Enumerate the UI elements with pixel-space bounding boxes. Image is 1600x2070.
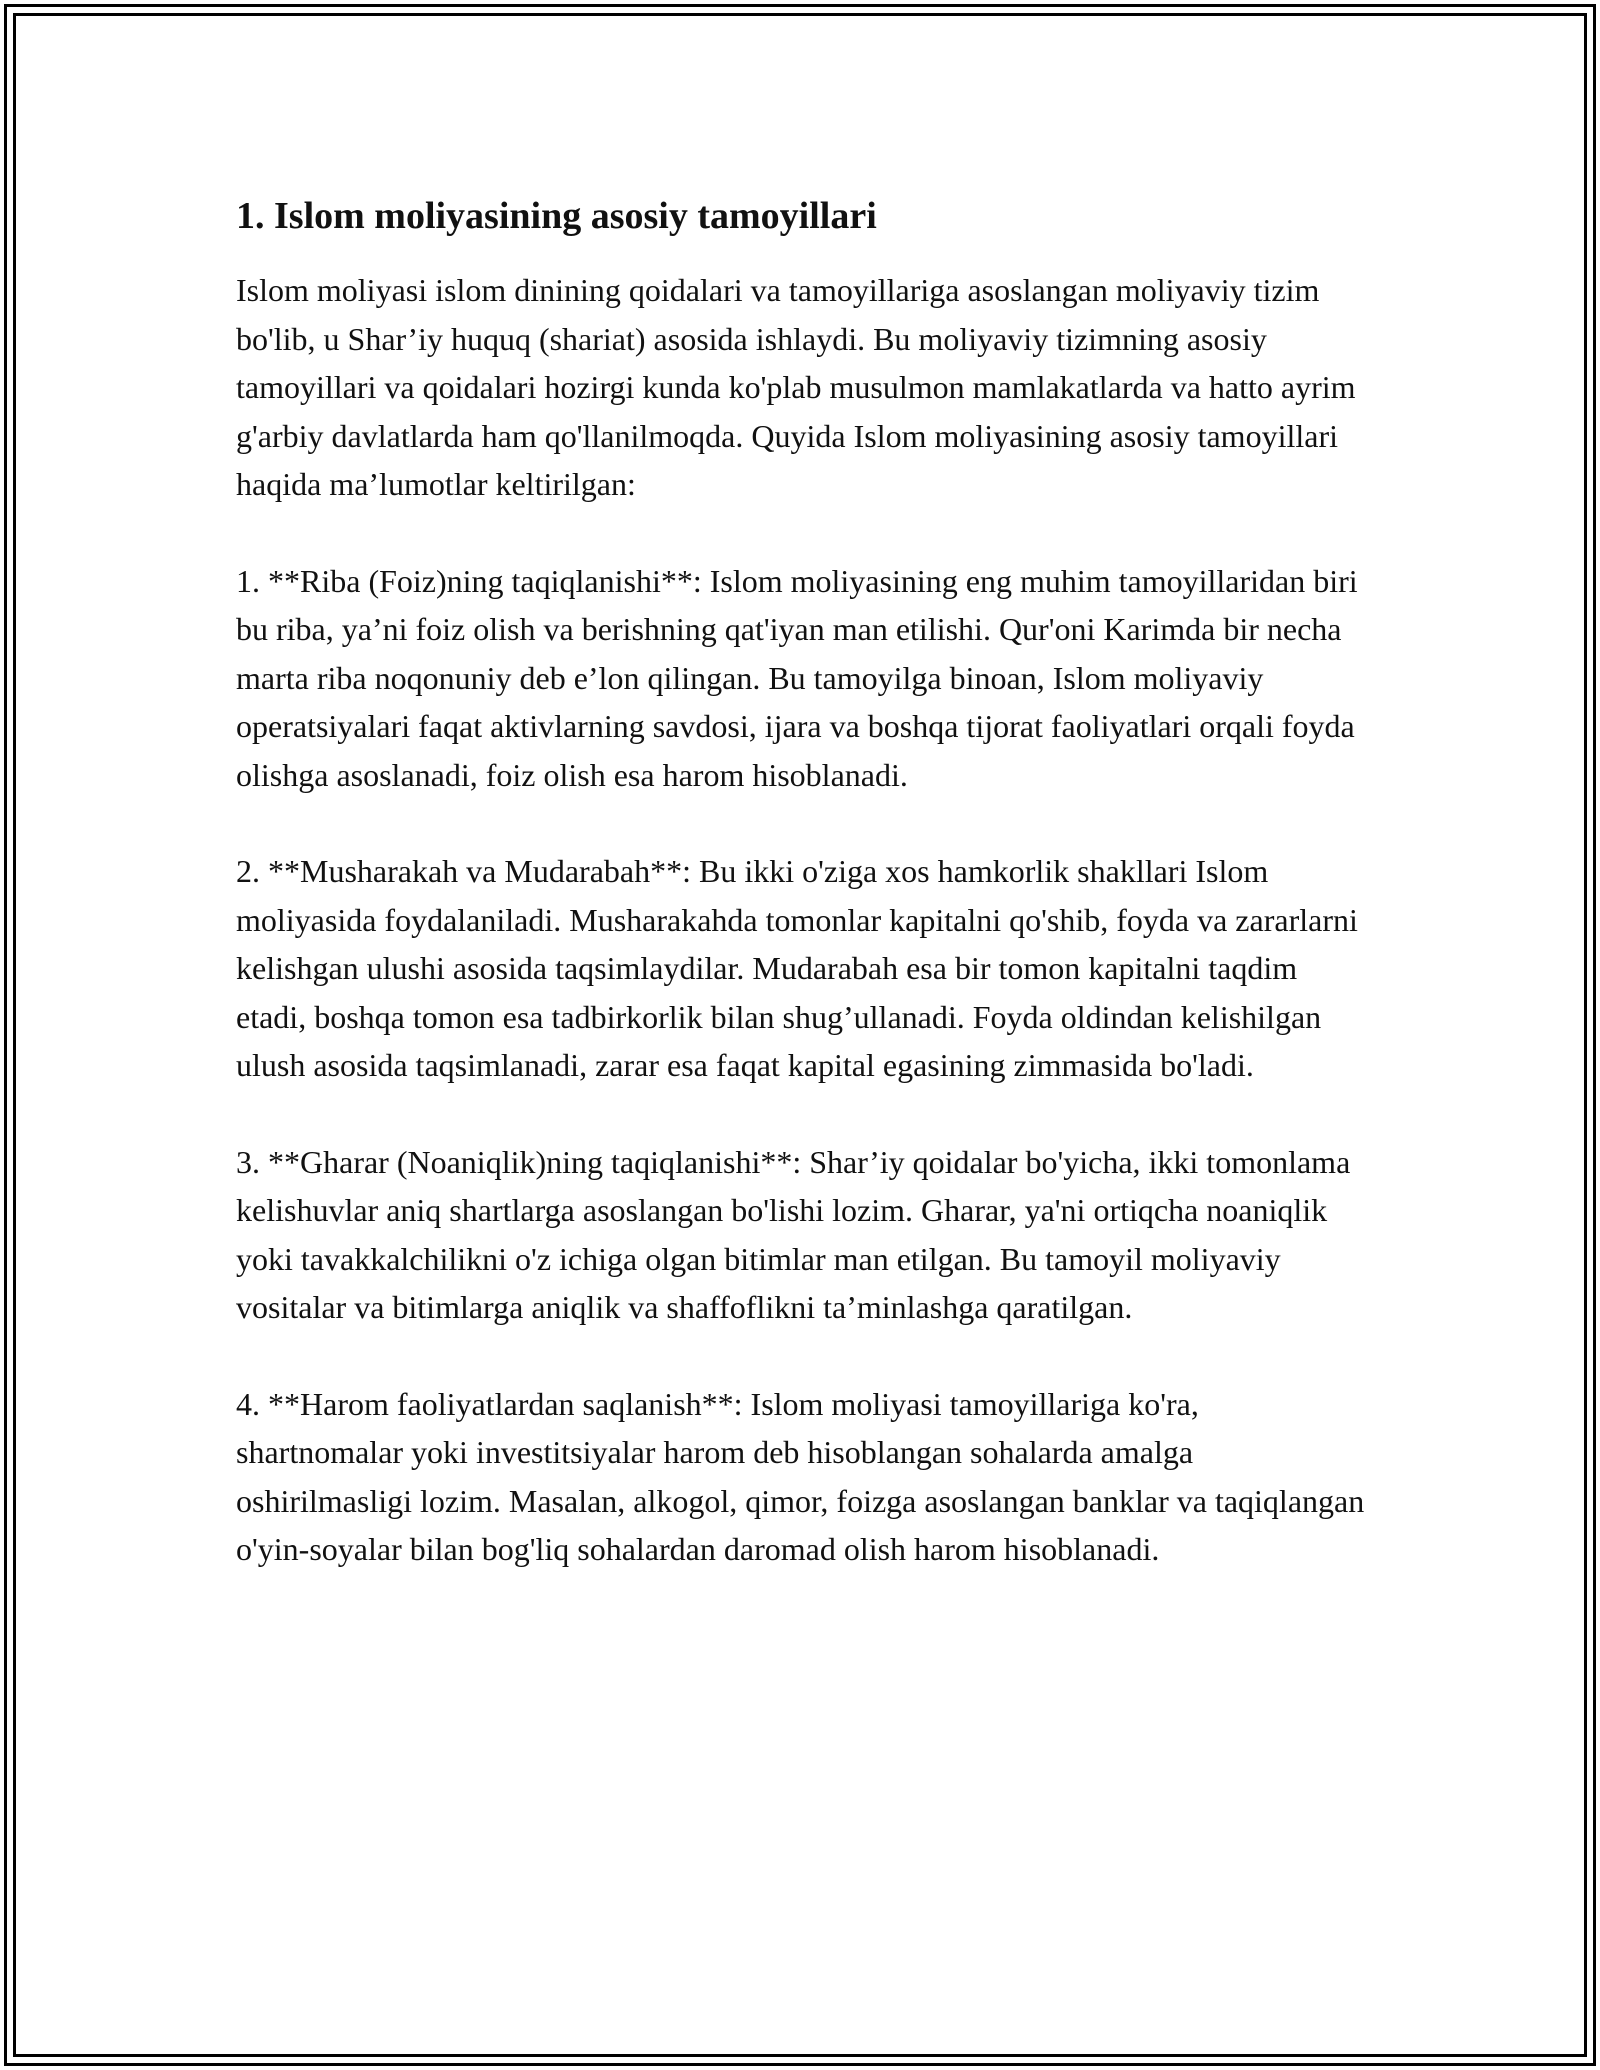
principle-gharar-paragraph: 3. **Gharar (Noaniqlik)ning taqiqlanishi**: Shar’iy qoidalar bo'yicha, ikki tomonlama kelishuvlar aniq shartlarga asoslangan bo'lishi lozim. Gharar, ya'ni ortiqcha noaniqlik yoki tavakkalchilikni o'z ichiga olgan bitimlar man etilgan. Bu tamoyil moliyaviy vositalar va bitimlarga aniqlik va shaffoflikni ta’minlashga qaratilgan.: [236, 1143, 1351, 1325]
principle-harom-paragraph: 4. **Harom faoliyatlardan saqlanish**: Islom moliyasi tamoyillariga ko'ra, shartnomalar yoki investitsiyalar harom deb hisoblangan sohalarda amalga oshirilmasligi lozim. Masalan, alkogol, qimor, foizga asoslangan banklar va taqiqlangan o'yin-soyalar bilan bog'liq sohalardan daromad olish harom hisoblanadi.: [236, 1385, 1365, 1567]
principle-musharakah-paragraph: 2. **Musharakah va Mudarabah**: Bu ikki o'ziga xos hamkorlik shakllari Islom moliyasida foydalaniladi. Musharakahda tomonlar kapitalni qo'shib, foyda va zararlarni kelishgan ulushi asosida taqsimlaydilar. Mudarabah esa bir tomon kapitalni taqdim etadi, boshqa tomon esa tadbirkorlik bilan shug’ullanadi. Foyda oldindan kelishilgan ulush asosida taqsimlanadi, zarar esa faqat kapital egasining zimmasida bo'ladi.: [236, 853, 1358, 1083]
intro-paragraph: Islom moliyasi islom dinining qoidalari va tamoyillariga asoslangan moliyaviy tizim bo'lib, u Shar’iy huquq (shariat) asosida ishlaydi. Bu moliyaviy tizimning asosiy tamoyillari va qoidalari hozirgi kunda ko'plab musulmon mamlakatlarda va hatto ayrim g'arbiy davlatlarda ham qo'llanilmoqda. Quyida Islom moliyasining asosiy tamoyillari haqida ma’lumotlar keltirilgan:: [236, 272, 1356, 502]
section-heading: 1. Islom moliyasining asosiy tamoyillari: [236, 195, 877, 237]
principle-riba-paragraph: 1. **Riba (Foiz)ning taqiqlanishi**: Islom moliyasining eng muhim tamoyillaridan biri bu riba, ya’ni foiz olish va berishning qat'iyan man etilishi. Qur'oni Karimda bir necha marta riba noqonuniy deb e’lon qilingan. Bu tamoyilga binoan, Islom moliyaviy operatsiyalari faqat aktivlarning savdosi, ijara va boshqa tijorat faoliyatlari orqali foyda olishga asoslanadi, foiz olish esa harom hisoblanadi.: [236, 562, 1358, 793]
document-body: [236, 190, 1366, 1622]
